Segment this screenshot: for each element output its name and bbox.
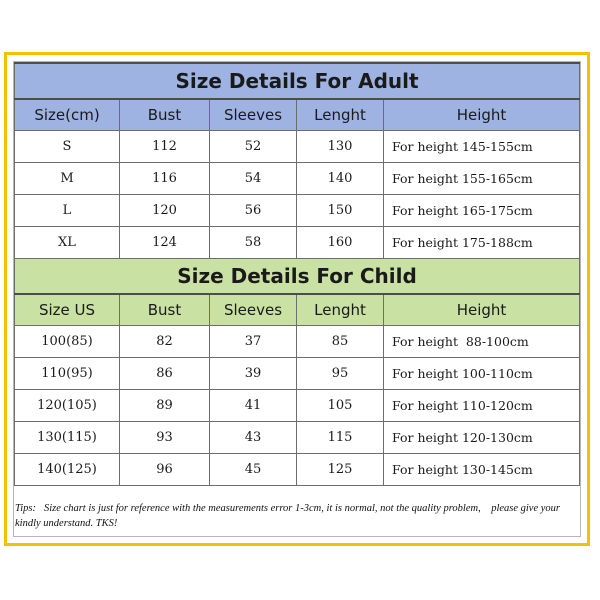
- cell-bust: 93: [120, 422, 210, 454]
- cell-length: 150: [297, 195, 384, 227]
- adult-header-bust: Bust: [120, 99, 210, 131]
- child-header-length: Lenght: [297, 294, 384, 326]
- cell-length: 140: [297, 163, 384, 195]
- cell-height: For height 88-100cm: [384, 326, 580, 358]
- cell-height: For height 175-188cm: [384, 227, 580, 259]
- cell-height: For height 100-110cm: [384, 358, 580, 390]
- adult-table-title: Size Details For Adult: [15, 63, 580, 99]
- table-row: [15, 422, 580, 454]
- cell-length: 130: [297, 131, 384, 163]
- child-header-height: Height: [384, 294, 580, 326]
- cell-bust: 116: [120, 163, 210, 195]
- size-chart-inner: [13, 61, 581, 537]
- cell-size: S: [15, 131, 120, 163]
- cell-bust: 124: [120, 227, 210, 259]
- cell-sleeves: 56: [210, 195, 297, 227]
- cell-size: XL: [15, 227, 120, 259]
- cell-height: For height 110-120cm: [384, 390, 580, 422]
- cell-height: For height 145-155cm: [384, 131, 580, 163]
- adult-header-length: Lenght: [297, 99, 384, 131]
- cell-size: 120(105): [15, 390, 120, 422]
- adult-header-size: Size(cm): [15, 99, 120, 131]
- cell-length: 115: [297, 422, 384, 454]
- cell-height: For height 130-145cm: [384, 454, 580, 486]
- cell-length: 85: [297, 326, 384, 358]
- cell-sleeves: 58: [210, 227, 297, 259]
- cell-sleeves: 54: [210, 163, 297, 195]
- cell-sleeves: 41: [210, 390, 297, 422]
- table-row: [15, 326, 580, 358]
- child-header-bust: Bust: [120, 294, 210, 326]
- table-row: [15, 227, 580, 259]
- cell-sleeves: 45: [210, 454, 297, 486]
- cell-size: M: [15, 163, 120, 195]
- adult-header-height: Height: [384, 99, 580, 131]
- size-table: [14, 62, 580, 486]
- cell-bust: 96: [120, 454, 210, 486]
- cell-bust: 112: [120, 131, 210, 163]
- adult-header-sleeves: Sleeves: [210, 99, 297, 131]
- adult-header-row: [15, 99, 580, 131]
- cell-height: For height 165-175cm: [384, 195, 580, 227]
- cell-sleeves: 52: [210, 131, 297, 163]
- cell-size: 110(95): [15, 358, 120, 390]
- child-header-row: [15, 294, 580, 326]
- cell-size: 100(85): [15, 326, 120, 358]
- cell-size: 140(125): [15, 454, 120, 486]
- size-chart-frame: [4, 52, 590, 546]
- cell-sleeves: 39: [210, 358, 297, 390]
- cell-height: For height 120-130cm: [384, 422, 580, 454]
- cell-length: 160: [297, 227, 384, 259]
- table-row: [15, 390, 580, 422]
- cell-size: 130(115): [15, 422, 120, 454]
- table-row: [15, 131, 580, 163]
- table-row: [15, 163, 580, 195]
- cell-length: 105: [297, 390, 384, 422]
- tips-note: [15, 497, 581, 541]
- tips-text: Size chart is just for reference with the measurements error 1-3cm, it is normal, not the quality problem, please give your kindly understand. TKS!: [15, 503, 563, 529]
- tips-label: Tips:: [15, 503, 37, 514]
- cell-length: 95: [297, 358, 384, 390]
- table-row: [15, 454, 580, 486]
- cell-length: 125: [297, 454, 384, 486]
- cell-bust: 86: [120, 358, 210, 390]
- child-header-sleeves: Sleeves: [210, 294, 297, 326]
- table-row: [15, 195, 580, 227]
- table-row: [15, 358, 580, 390]
- child-header-size: Size US: [15, 294, 120, 326]
- cell-bust: 89: [120, 390, 210, 422]
- child-table-title: Size Details For Child: [15, 259, 580, 295]
- cell-sleeves: 37: [210, 326, 297, 358]
- cell-size: L: [15, 195, 120, 227]
- cell-sleeves: 43: [210, 422, 297, 454]
- cell-bust: 120: [120, 195, 210, 227]
- cell-height: For height 155-165cm: [384, 163, 580, 195]
- cell-bust: 82: [120, 326, 210, 358]
